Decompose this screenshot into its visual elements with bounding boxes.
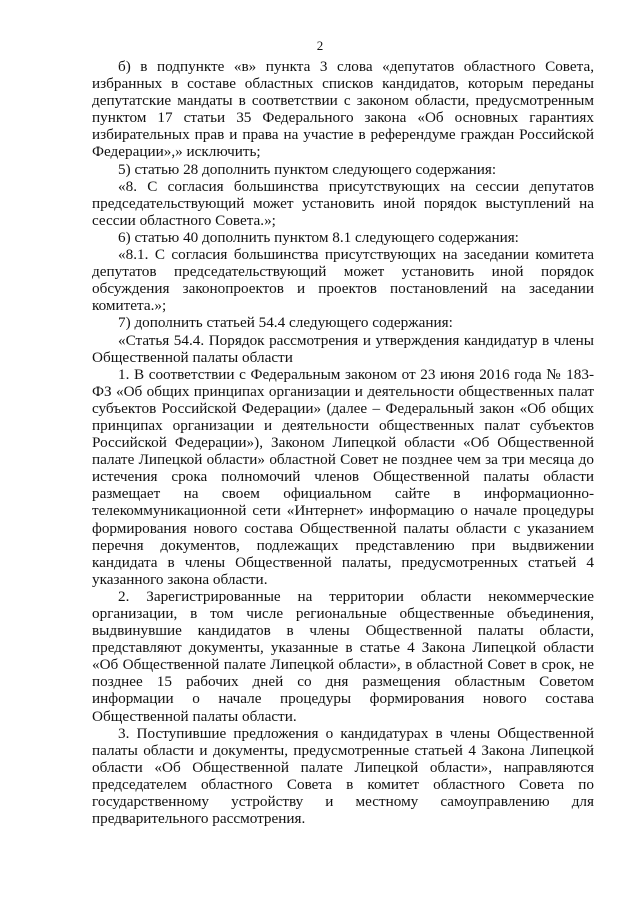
page-number: 2 <box>316 38 324 53</box>
paragraph-b-amendment: б) в подпункте «в» пункта 3 слова «депутатов областного Совета, избранных в составе областных списков кандидатов, которым переданы депутатские мандаты в соответствии с законом области, предусмотренным пунктом 17 статьи 35 Федерального закона «Об основных гарантиях избирательных прав и права на участие в референдуме граждан Российской Федерации»,» исключить; <box>92 58 594 161</box>
paragraph-item-7: 7) дополнить статьей 54.4 следующего содержания: <box>118 314 453 332</box>
paragraph-article-54-4-part-2: 2. Зарегистрированные на территории области некоммерческие организации, в том числе региональные общественные объединения, выдвинувшие кандидатов в члены Общественной палаты области, представляют документы, указанные в статье 4 Закона Липецкой области «Об Общественной палате Липецкой области», в областной Совет в срок, не позднее 15 рабочих дней со дня размещения областным Советом информации о начале процедуры формирования нового состава Общественной палаты области. <box>92 587 594 725</box>
document-body <box>92 58 594 827</box>
paragraph-item-5: 5) статью 28 дополнить пунктом следующего содержания: <box>118 160 497 178</box>
paragraph-clause-8: «8. С согласия большинства присутствующих на сессии депутатов председательствующий может установить иной порядок выступлений на сессии областного Совета.»; <box>92 177 594 229</box>
paragraph-clause-8-1: «8.1. С согласия большинства присутствующих на заседании комитета депутатов председательствующий может установить иной порядок обсуждения законопроектов и проектов постановлений на заседании комитета.»; <box>92 246 594 315</box>
paragraph-article-54-4-title: «Статья 54.4. Порядок рассмотрения и утверждения кандидатур в члены Общественной палаты области <box>92 331 594 366</box>
paragraph-item-6: 6) статью 40 дополнить пунктом 8.1 следующего содержания: <box>118 228 519 246</box>
paragraph-article-54-4-part-1: 1. В соответствии с Федеральным законом от 23 июня 2016 года № 183-ФЗ «Об общих принципах организации и деятельности общественных палат субъектов Российской Федерации» (далее – Федеральный закон «Об общих принципах организации и деятельности общественных палат субъектов Российской Федерации»), Законом Липецкой области «Об Общественной палате Липецкой области» областной Совет не позднее чем за три месяца до истечения срока полномочий членов Общественной палаты области размещает на своем официальном сайте в информационно-телекоммуникационной сети «Интернет» информацию о начале процедуры формирования нового состава Общественной палаты области с указанием перечня документов, подлежащих представлению при выдвижении кандидата в члены Общественной палаты, предусмотренных статьей 4 указанного закона области. <box>92 365 594 588</box>
paragraph-article-54-4-part-3: 3. Поступившие предложения о кандидатурах в члены Общественной палаты области и документы, предусмотренные статьей 4 Закона Липецкой области «Об Общественной палате Липецкой области», направляются председателем областного Совета в комитет областного Совета по государственному устройству и местному самоуправлению для предварительного рассмотрения. <box>92 724 594 828</box>
